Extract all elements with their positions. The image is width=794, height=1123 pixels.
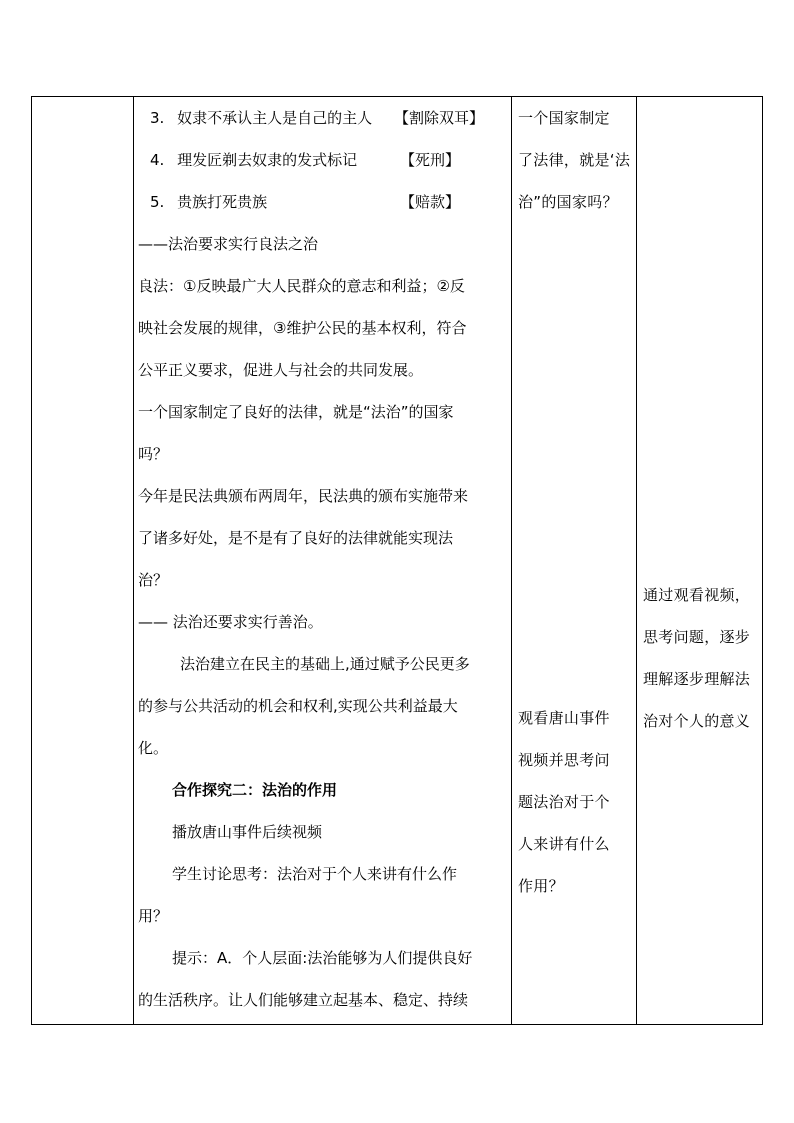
- video-task-line: 观看唐山事件: [518, 709, 610, 727]
- paragraph-line: 播放唐山事件后续视频: [172, 823, 323, 841]
- list-number: 4.: [150, 151, 165, 169]
- paragraph-line: 化。: [138, 739, 169, 757]
- student-activity-cell: [512, 97, 636, 1024]
- video-task-line: 视频并思考问: [518, 751, 610, 769]
- list-item: [150, 192, 267, 212]
- paragraph-line: 良法：①反映最广大人民群众的意志和利益；②反: [138, 277, 465, 295]
- section-heading: ——法治要求实行良法之治: [138, 235, 319, 253]
- question-line: 一个国家制定: [518, 109, 610, 127]
- paragraph-line: 今年是民法典颁布两周年，民法典的颁布实施带来: [138, 487, 469, 505]
- paragraph-line: 映社会发展的规律，③维护公民的基本权利，符合: [138, 319, 467, 337]
- paragraph-line: 治？: [138, 571, 169, 589]
- design-intent-cell: [637, 97, 762, 1024]
- paragraph-line: 公平正义要求，促进人与社会的共同发展。: [138, 361, 424, 379]
- paragraph-line: 吗？: [138, 445, 169, 463]
- paragraph-line: 学生讨论思考：法治对于个人来讲有什么作: [172, 865, 458, 883]
- paragraph-line: 的生活秩序。让人们能够建立起基本、稳定、持续: [138, 991, 469, 1009]
- video-task-line: 题法治对于个: [518, 793, 610, 811]
- list-number: 3.: [150, 109, 165, 127]
- paragraph-line: 用？: [138, 907, 169, 925]
- intent-line: 思考问题，逐步: [643, 628, 751, 646]
- paragraph-line: 一个国家制定了良好的法律，就是“法治”的国家: [138, 403, 454, 421]
- paragraph-line: 了诸多好处，是不是有了良好的法律就能实现法: [138, 529, 454, 547]
- section-heading: 合作探究二：法治的作用: [172, 781, 338, 799]
- section-heading: —— 法治还要求实行善治。: [138, 613, 323, 631]
- penalty-label: 【死刑】: [400, 151, 461, 169]
- paragraph-line: 的参与公共活动的机会和权利,实现公共利益最大: [138, 697, 458, 715]
- teaching-content-cell: [134, 97, 511, 1024]
- list-text: 贵族打死贵族: [177, 193, 268, 211]
- paragraph-line: 法治建立在民主的基础上,通过赋予公民更多: [180, 655, 470, 673]
- intent-line: 通过观看视频，: [643, 586, 751, 604]
- question-line: 治”的国家吗？: [518, 193, 618, 211]
- list-text: 奴隶不承认主人是自己的主人: [177, 109, 373, 127]
- list-item: [150, 108, 372, 128]
- paragraph-line: 提示：A．个人层面:法治能够为人们提供良好: [172, 949, 473, 967]
- question-line: 了法律，就是‘法: [518, 151, 631, 169]
- video-task-line: 作用？: [518, 877, 564, 895]
- list-number: 5.: [150, 193, 165, 211]
- intent-line: 治对个人的意义: [643, 712, 751, 730]
- list-text: 理发匠剃去奴隶的发式标记: [177, 151, 358, 169]
- list-item: [150, 150, 357, 170]
- penalty-label: 【赔款】: [400, 193, 461, 211]
- penalty-label: 【割除双耳】: [394, 109, 485, 127]
- intent-line: 理解逐步理解法: [643, 670, 751, 688]
- video-task-line: 人来讲有什么: [518, 835, 610, 853]
- stage-cell: [32, 97, 133, 1024]
